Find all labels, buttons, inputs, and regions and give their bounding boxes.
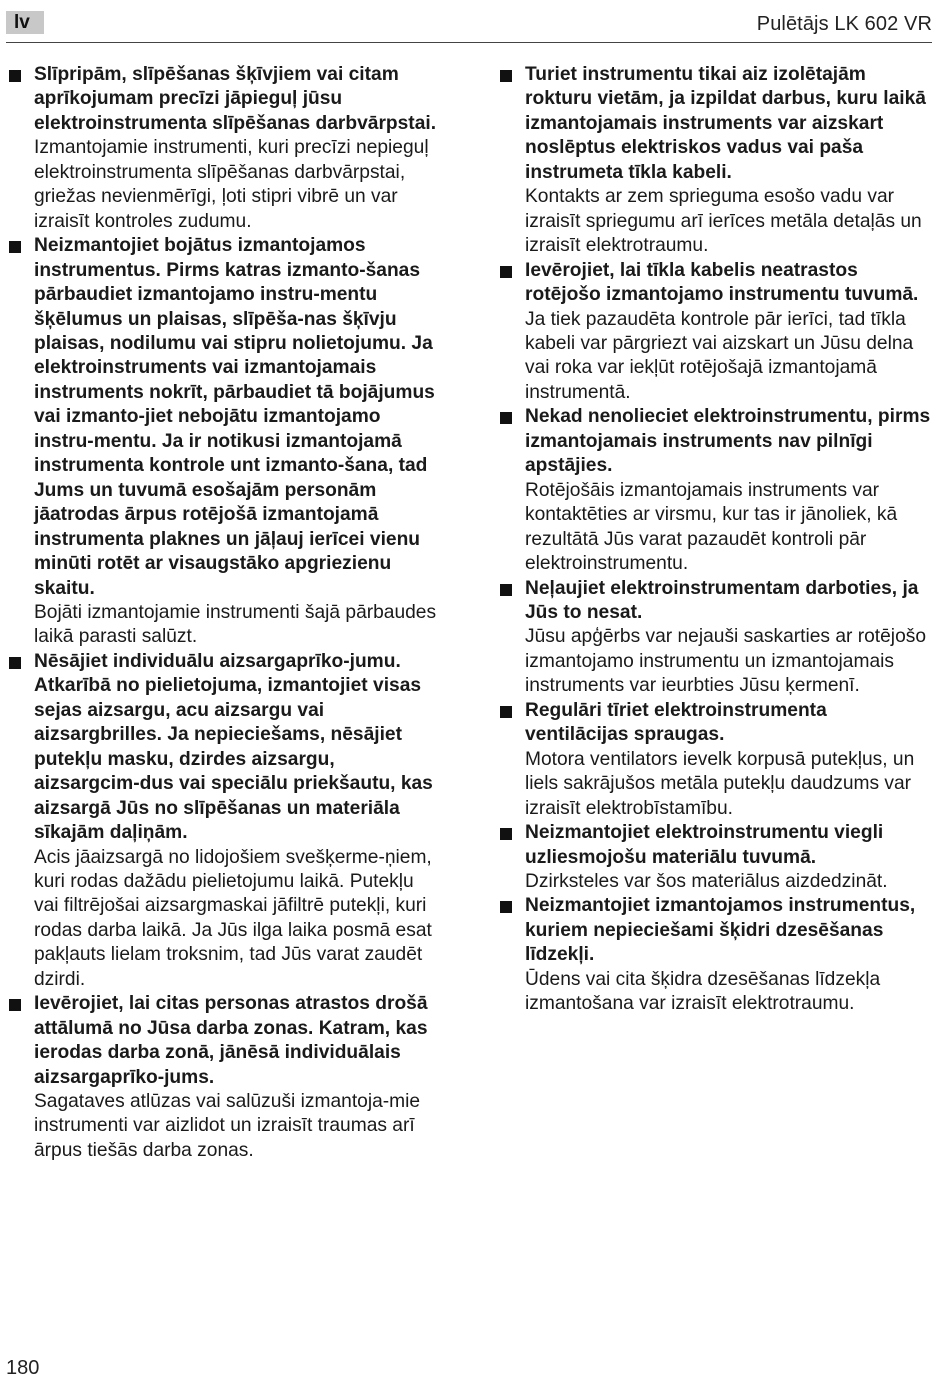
safety-item-body: Acis jāaizsargā no lidojošiem svešķerme-ņiem, kuri rodas dažādu pielietojumu laikā. Putekļu vai filtrējošai aizsargmaskai jāfiltrē putekļi, kuri rodas darba laikā. Ja Jūs ilga laika posmā esat pakļauts lielam troksnim, tad Jūs varat zaudēt dzirdi. [34, 846, 432, 990]
document-title: Pulētājs LK 602 VR [756, 13, 932, 35]
safety-item-body: Ja tiek pazaudēta kontrole pār ierīci, tad tīkla kabeli var pārgriezt vai aizskart un Jūsu delna vai roka var iekļūt rotējošajā izmantojamā instrumentā. [525, 308, 914, 403]
safety-item-heading: Ievērojiet, lai tīkla kabelis neatrastos rotējošo izmantojamo instrumentu tuvumā. [525, 259, 919, 306]
safety-item-body: Sagataves atlūzas vai salūzuši izmantoja-mie instrumenti var aizlidot un izraisīt traumas arī ārpus tiešās darba zonas. [34, 1091, 421, 1161]
square-bullet-icon [500, 828, 512, 840]
safety-item [8, 992, 440, 1163]
safety-item-heading: Nēsājiet individuālu aizsargaprīko-jumu. Atkarībā no pielietojuma, izmantojiet visas sejas aizsargu, acu aizsargu vai aizsargbrilles. Ja nepieciešams, nēsājiet putekļu masku, dzirdes aizsargu, aizsargcim-dus vai speciālu priekšautu, kas aizsargā Jūs no slīpēšanas un materiāla sīkajām daļiņām. [34, 650, 433, 844]
square-bullet-icon [9, 70, 21, 82]
safety-item-heading: Neizmantojiet izmantojamos instrumentus, kuriem nepieciešami šķidri dzesēšanas līdzekļi. [525, 895, 916, 966]
square-bullet-icon [500, 412, 512, 424]
safety-item [8, 63, 440, 234]
safety-item-heading: Turiet instrumentu tikai aiz izolētajām rokturu vietām, ja izpildat darbus, kuru laikā izmantojamais instruments var aizskart noslēptus elektriskos vadus vai paša instrumeta tīkla kabeli. [525, 64, 926, 183]
safety-item-body: Jūsu apģērbs var nejauši saskarties ar rotējošo izmantojamo instrumentu un izmantojamais instruments var ieurbties Jūsu ķermenī. [525, 626, 927, 697]
left-column [8, 63, 440, 1163]
safety-item-body: Rotējošāis izmantojamais instruments var kontaktēties ar virsmu, kur tas ir jānoliek, kā rezultātā Jūs varat pazaudēt kontroli pār elektroinstrumentu. [525, 479, 898, 575]
square-bullet-icon [500, 584, 512, 596]
square-bullet-icon [9, 999, 21, 1011]
language-tag: lv [6, 11, 44, 34]
square-bullet-icon [500, 266, 512, 278]
safety-item-heading: Slīpripām, slīpēšanas šķīvjiem vai citam aprīkojumam precīzi jāpieguļ jūsu elektroinstrumenta slīpēšanas darbvārpstai. [34, 64, 437, 134]
safety-item-heading: Neizmantojiet elektroinstrumentu viegli uzliesmojošu materiālu tuvumā. [525, 822, 884, 868]
square-bullet-icon [9, 657, 21, 669]
square-bullet-icon [9, 241, 21, 253]
square-bullet-icon [500, 70, 512, 82]
safety-item-body: Izmantojamie instrumenti, kuri precīzi nepieguļ elektroinstrumenta slīpēšanas darbvārpstai, griežas nevienmērīgi, ļoti stipri vibrē un var izraisīt kontroles zudumu. [34, 137, 429, 232]
safety-item [499, 63, 931, 259]
page-number: 180 [6, 1357, 40, 1379]
safety-item [499, 577, 931, 699]
safety-item-heading: Neizmantojiet bojātus izmantojamos instrumentus. Pirms katras izmanto-šanas pārbaudiet izmantojamo instru-mentu šķēlumus un plaisas, slīpēša-nas šķīvju plaisas, nodilumu vai stipru nolietojumu. Ja elektroinstruments vai izmantojamais instruments nokrīt, pārbaudiet tā bojājumus vai izmanto-jiet nebojātu izmantojamo instru-mentu. Ja ir notikusi izmantojamā instrumenta kontrole unt izmanto-šana, tad Jums un tuvumā esošajām personām jāatrodas ārpus rotējošā izmantojamā instrumenta plaknes un jāļauj ierīcei vienu minūti rotēt ar visaugstāko apgriezienu skaitu. [34, 235, 435, 599]
safety-item [8, 650, 440, 992]
safety-item [8, 234, 440, 650]
safety-item-heading: Ievērojiet, lai citas personas atrastos drošā attālumā no Jūsa darba zonas. Katram, kas ierodas darba zonā, jānēsā individuālais aizsargaprīko-jums. [34, 993, 428, 1088]
safety-item [499, 259, 931, 406]
safety-item-heading: Nekad nenolieciet elektroinstrumentu, pirms izmantojamais instruments nav pilnīgi apstājies. [525, 406, 931, 477]
safety-item [499, 699, 931, 821]
right-column [499, 63, 931, 1017]
safety-item-body: Dzirksteles var šos materiālus aizdedzināt. [525, 870, 888, 892]
safety-item [499, 821, 931, 894]
safety-item-body: Kontakts ar zem sprieguma esošo vadu var izraisīt spriegumu arī ierīces metāla detaļās un izraisīt elektrotraumu. [525, 186, 922, 257]
safety-item-heading: Regulāri tīriet elektroinstrumenta ventilācijas spraugas. [525, 699, 827, 746]
square-bullet-icon [500, 706, 512, 718]
safety-item [499, 405, 931, 576]
square-bullet-icon [500, 901, 512, 913]
safety-item-body: Motora ventilators ievelk korpusā putekļus, un liels sakrājušos metāla putekļu daudzums var izraisīt elektrobīstamību. [525, 748, 915, 819]
safety-item-heading: Neļaujiet elektroinstrumentam darboties, ja Jūs to nesat. [525, 577, 919, 623]
safety-item-body: Ūdens vai cita šķidra dzesēšanas līdzekļa izmantošana var izraisīt elektrotraumu. [525, 968, 881, 1015]
safety-item-body: Bojāti izmantojamie instrumenti šajā pārbaudes laikā parasti salūzt. [34, 601, 437, 648]
safety-item [499, 894, 931, 1016]
header-divider [6, 42, 932, 43]
